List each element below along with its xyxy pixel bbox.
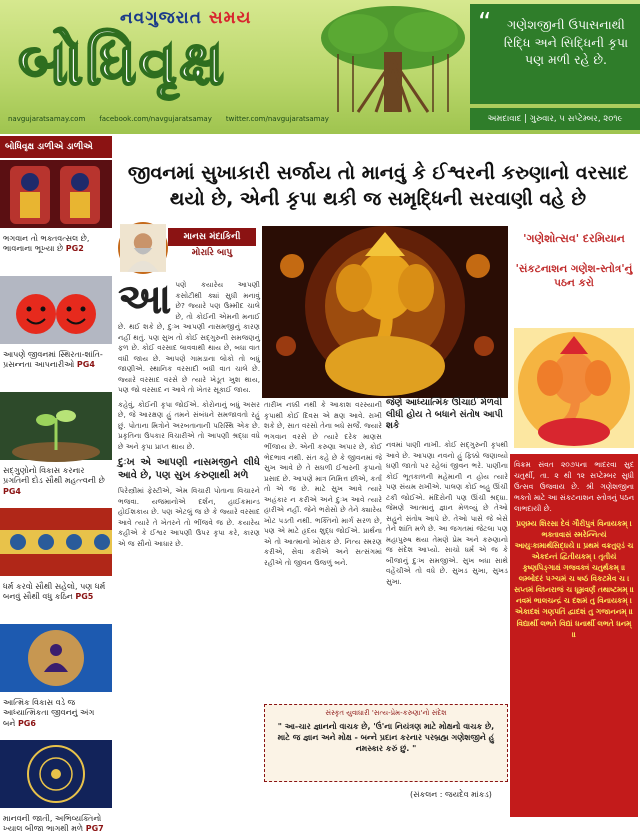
stotra-title: 'સંકટનાશન ગણેશ-સ્તોત્ર'નું પઠન કરો [515,263,633,290]
ganesh-illustration [514,328,634,448]
author-photo [118,222,168,274]
headline: જીવનમાં સુખાકારી સર્જાય તો માનવું કે ઈશ્વરની કરુણાનો વરસાદ થયો છે, એની કૃપા થકી જ સમૃદ્ધિની સરવાણી વહે છે [127,162,629,211]
teaser-caption: માનવની જાતી, અભિવ્યક્તિનો ખ્યાલ બીજા ભાગથી મળે PG7 [3,814,104,834]
stotra-intro: વિક્રમ સંવત ૨૦૭૫ના ભાદરવા સુદ ચતુર્થી, તા. ૨ થી ૧૨ સપ્ટેમ્બર સુધી ઉત્સવ ઉજવાય છે. શ્રી ગણેશજીના ભક્તો માટે આ સંકટનાશન સ્તોત્રનું પઠન લાભદાયી છે. [514,460,634,514]
masthead [0,0,640,134]
teaser-caption: ધર્મ કરવો સૌથી સહેલો, પણ ધર્મ બનવું સૌથી વધુ કઠિન PG5 [3,582,106,602]
teaser-item[interactable] [0,740,112,837]
drop-cap: આ [118,274,172,323]
teaser-item[interactable] [0,624,112,731]
quote-box [470,4,640,104]
brand-main: નવગુજરાત [120,8,209,28]
brand-accent: સમય [208,8,252,28]
article-paragraph: તારીખ નક્કી નથી કે આકાશ વરસ્યાની કૃપાથી કોઈ દિવસ એ ક્ષણ આવે. રાખી શકે છે, સાત વરસો તેના બધે સર્જે. જ્યારે ભગવાન વરસે છે ત્યારે દરેક માણસ ભીંજાય છે. એની કરુણા અપાર છે, કોઈ ભેદભાવ નથી. સંત કહે છે કે જીવનમાં જે સુખ આવે છે તે સઘળી ઈશ્વરની કૃપાનો પ્રસાદ છે. આપણે માત્ર નિમિત્ત છીએ, કર્તા તો એ જ છે. માટે સુખ આવે ત્યારે અહંકાર ન કરીએ અને દુઃખ આવે ત્યારે હારીએ નહીં. જેને ભરોસો છે તેને ક્યારેય ખોટ પડતી નથી. ભક્તિનો માર્ગ સરળ છે, પણ એ માટે હૃદય શુદ્ધ જોઈએ. પ્રાર્થના એ તો આત્માનો ખોરાક છે. નિત્ય સ્મરણ કરીએ, સેવા કરીએ અને સત્સંગમાં રહીએ તો જીવન ઉજળું બને. [264,400,382,567]
author-name: મોરારિ બાપુ [191,248,233,258]
article-column-1 [118,274,260,810]
article-paragraph: નવમાં પાણી નાખી. કોઈ સદ્ગુરુની કૃપથી આવે છે. આપણા નવનો હું ફિક્કો જણાવ્યો ઘણી જાતો પર રહેલાં જીવન ભરે. પાણીના કોઈ ભૂતકાળની મહેમાની ન હોય ત્યારે પણ સંયમ રાખીએ. પાલણ કોઈ બહુ ઊંચી ટકી જોઈએ. મંદિરોની પણ ઊંચી શ્રદ્ધા. જેમણે આત્માનું જ્ઞાન મેળવ્યું છે તેઓ સહુને સંતોષ આપે છે. તેઓ પાસે જે બેસે તેને શાંતિ મળે છે. આ જગતમાં જેટલા પણ મહાપુરુષ થયા તેમણે પ્રેમ અને કરુણાનો જ સંદેશ આપ્યો. સાચો ધર્મ એ જ કે બીજાનું દુઃખ સમજીએ. સુખ બધા સાથે વહેંચીએ તો વધે છે. સુખડ સુખા, સુખડ સુખા. [386,440,508,586]
social-links [8,115,329,123]
brand-logo [120,8,252,28]
quote-callout [264,704,508,782]
dateline: અમદાવાદ | ગુરુવાર, ૫ સપ્ટેમ્બર, ૨૦૧૯ [470,108,640,130]
banyan-tree-icon [318,4,468,112]
article-paragraph: પિરેસ્ત્રીમાં ફેસ્ટીએ, એમ વિચારી પોતાના વિચારને ભજવા. યજમાનોએ દર્શન, હાઈકમાન્ડ હોઈશકાય છે. પણ એટલું જ છે કે જ્યારે વરસાદ આવે ત્યારે તે ખેતરને તો ભીંજવે જ છે. કયારેય કહીએ કે ઈશ્વર આપણી ઉપર કૃપા કરે, કારણ એ જ સૌનો આધાર છે. [118,486,260,548]
festival-heading: 'ગણેશોત્સવ' દરમિયાન [523,232,625,245]
right-column [510,232,638,817]
zodiac-image [0,740,112,808]
teaser-caption: આપણે જીવનમાં સ્થિરતા-શાંતિ-પ્રસન્નતા આપનારીઓ PG4 [3,350,103,370]
section-title: બોધિવૃક્ષ [18,26,227,99]
ganesh-photo [262,226,508,398]
quote-label: સંસ્કૃત યુવાધારી 'સત્ય-પ્રેમ-કરુણા'નો સંદેશ [325,709,447,717]
site-url[interactable]: navgujaratsamay.com [8,115,86,123]
compiler-credit: (સંકલન : જયદેવ માંકડ) [410,790,492,799]
stotra-box [510,454,638,817]
teaser-item[interactable] [0,276,112,373]
facebook-url[interactable]: facebook.com/navgujaratsamay [99,115,212,123]
subheading: દુઃખ એ આપણી નાસમજીને લીધે આવે છે, પણ સુખ કરુણાથી મળે [118,457,260,482]
pattern-image [0,508,112,576]
article-intro: પણે કયારેય આપણી કસોટીથી ક્યાં સુધી મનાવું છે? જ્યારે પણ ઉમ્મીદ ચાલે છે, તો કોઈની એમની મનાઈ છે. થઈ શકે છે, દુઃખ આપણી નાસમજીનું કારણ નહીં થતું. પણ સુખ તો કોઈ સદ્ગુરુની સમજણનું ફળ છે. કોઈ વરસાદ લાવવાથી થાય છે, બધા વાત વધી જાય છે. આપણે ગામડાના લોકો તો બધું જાણીએ. સ્થાનિક વરસાદી બધી વાત ચાલે છે. જ્યારે વરસાદ વરસે છે ત્યારે ખેડૂત ખુશ થાય, પણ જો વરસાદ ન આવે તો ખેતર સૂકાઈ જાય. [118,280,260,395]
teaser-caption: આત્મિક વિકાસ વડે જ આધ્યાત્મિકતા જીવનનું અંગ બને PG6 [3,698,95,728]
teaser-item[interactable] [0,508,112,605]
plant-image [0,392,112,460]
quote-text: " આ-ચાર જ્ઞાનનો વાચક છે, 'ઉં'ના નિયંત્રણ માટે મોક્ષનો વાચક છે, માટે જ જ્ઞાન અને મોક્ષ - બન્ને પ્રદાન કરનાર પરબ્રહ્મ ગણેશજીને હું નમસ્કાર કરું છું. " [277,722,495,753]
deity-image [0,160,112,228]
teaser-item[interactable] [0,392,112,499]
teaser-caption: સદ્ગુણોનો વિકાસ કરનાર પ્રગતિની દોડ સૌથી મહત્ત્વની છે PG4 [3,466,105,496]
column-tag: માનસ મંદાકિની [168,228,256,246]
twitter-url[interactable]: twitter.com/navgujaratsamay [225,115,329,123]
pull-quote: જેણે આધ્યાત્મિક ઊંચાઈ મેળવી લીધી હોય તે બધાને સંતોષ આપી શકે [386,398,503,432]
meditation-image [0,624,112,692]
left-column-header: બોધિવૃક્ષ ડાળીએ ડાળીએ [0,136,112,158]
teaser-caption: ભગવાન તો ભક્તવત્સલ છે, ભાવનાના ભૂખ્યા છે PG2 [3,234,90,254]
quote-mark: “ [478,8,492,38]
smiley-image [0,276,112,344]
masthead-quote: ગણેશજીની ઉપાસનાથી રિદ્ધિ અને સિદ્ધિની કૃપા પણ મળી રહે છે. [503,17,629,67]
article-paragraph: કહેવું, કોઈની કૃપા જોઈએ. કોરોનાનું બધું અસર છે, જે આરક્ષણ હું તમને સંબંધને સમજાવતો રહું છું. પોતાના મિત્રોને અરબતાનાની પરિસ્થિ એક છે. પ્રકૃતિના ઉપકાર વિચારીએ તો આપણી શ્રદ્ધા વધે છે અને કૃપા પ્રાપ્ત થાય છે. [118,399,260,451]
stotra-text: પ્રણમ્ય શિરસા દેવં ગૌરીપુત્રં વિનાયકમ્ । ભક્તાવાસં સ્મરેન્નિત્યં આયુઃકામાર્થસિદ્ધયે ॥ પ્રથમં વક્રતુણ્ડં ચ એકદન્તં દ્વિતીયકમ્ । તૃતીયં કૃષ્ણપિઙ્ગાક્ષં ગજવક્ત્રં ચતુર્થકમ્ ॥ લમ્બોદરં પઞ્ચમં ચ ષષ્ઠં વિકટમેવ ચ । સપ્તમં વિઘ્નરાજં ચ ધૂમ્રવર્ણં તથાષ્ટમમ્ ॥ નવમં ભાલચન્દ્રં ચ દશમં તુ વિનાયકમ્ । એકાદશં ગણપતિં દ્વાદશં તુ ગજાનનમ્ ॥ વિદ્યાર્થી લભતે વિદ્યાં ધનાર્થી લભતે ધનમ્ ॥ [514,518,634,639]
left-column [0,136,112,834]
teaser-item[interactable] [0,160,112,257]
